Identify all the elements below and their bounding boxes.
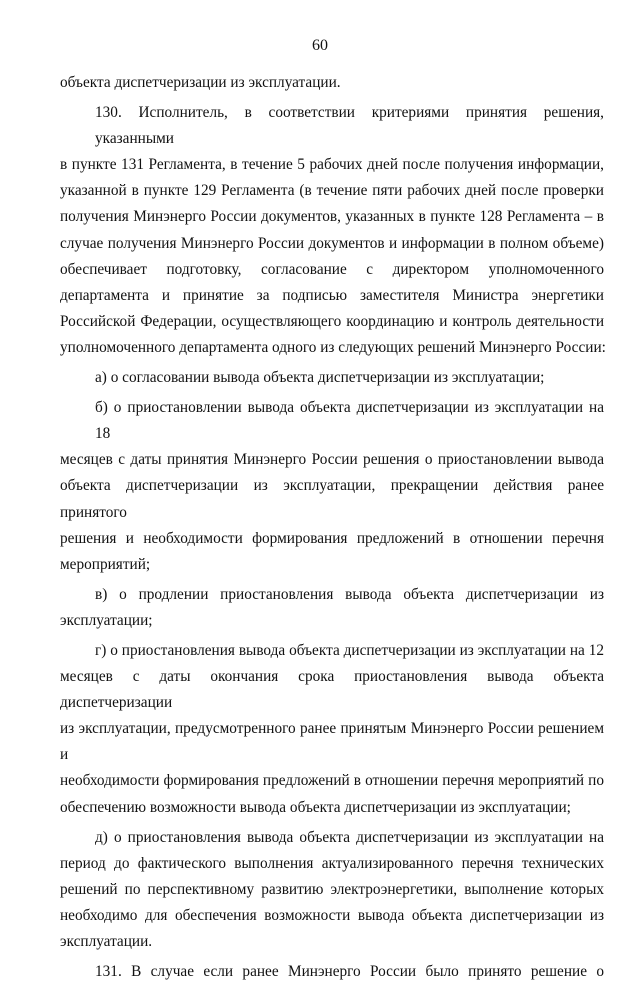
text-line: случае получения Минэнерго России документов и информации в полном объеме): [60, 234, 604, 252]
text-line: получения Минэнерго России документов, указанных в пункте 128 Регламента – в: [60, 208, 604, 226]
document-body: [60, 70, 604, 985]
text-line: месяцев с даты принятия Минэнерго России решения о приостановлении вывода: [60, 451, 604, 469]
text-line: д) о приостановления вывода объекта диспетчеризации из эксплуатации на: [95, 828, 604, 846]
text-line: 131. В случае если ранее Минэнерго России было принято решение о: [95, 963, 604, 981]
text-line: департамента и принятие за подписью заместителя Министра энергетики: [60, 286, 604, 304]
text-line: 130. Исполнитель, в соответствии критериями принятия решения, указанными: [95, 104, 604, 148]
text-line: необходимости формирования предложений в отношении перечня мероприятий по: [60, 772, 604, 790]
text-line: из эксплуатации, предусмотренного ранее принятым Минэнерго России решением и: [60, 720, 604, 764]
text-line: эксплуатации.: [60, 933, 153, 950]
text-line: объекта диспетчеризации из эксплуатации.: [60, 74, 341, 91]
text-line: объекта диспетчеризации из эксплуатации, прекращении действия ранее принятого: [60, 477, 604, 521]
text-line: решений по перспективному развитию электроэнергетики, выполнение которых: [60, 880, 604, 898]
text-line: указанной в пункте 129 Регламента (в течение пяти рабочих дней после проверки: [60, 182, 604, 200]
text-line: уполномоченного департамента одного из следующих решений Минэнерго России:: [60, 338, 606, 356]
text-line: Российской Федерации, осуществляющего координацию и контроль деятельности: [60, 312, 604, 330]
text-line: месяцев с даты окончания срока приостановления вывода объекта диспетчеризации: [60, 668, 604, 712]
page-number: 60: [312, 37, 328, 54]
text-line: мероприятий;: [60, 555, 151, 573]
text-line: а) о согласовании вывода объекта диспетчеризации из эксплуатации;: [95, 369, 545, 387]
text-line: в пункте 131 Регламента, в течение 5 рабочих дней после получения информации,: [60, 156, 604, 174]
text-line: эксплуатации;: [60, 611, 153, 629]
text-line: обеспечению возможности вывода объекта диспетчеризации из эксплуатации;: [60, 798, 571, 816]
text-line: решения и необходимости формирования предложений в отношении перечня: [60, 529, 604, 547]
text-line: б) о приостановлении вывода объекта диспетчеризации из эксплуатации на 18: [95, 399, 604, 443]
text-line: в) о продлении приостановления вывода объекта диспетчеризации из: [95, 585, 604, 603]
text-line: обеспечивает подготовку, согласование с директором уполномоченного: [60, 260, 604, 278]
text-line: г) о приостановления вывода объекта диспетчеризации из эксплуатации на 12: [95, 641, 604, 659]
text-line: период до фактического выполнения актуализированного перечня технических: [60, 854, 604, 872]
text-line: необходимо для обеспечения возможности вывода объекта диспетчеризации из: [60, 906, 604, 924]
